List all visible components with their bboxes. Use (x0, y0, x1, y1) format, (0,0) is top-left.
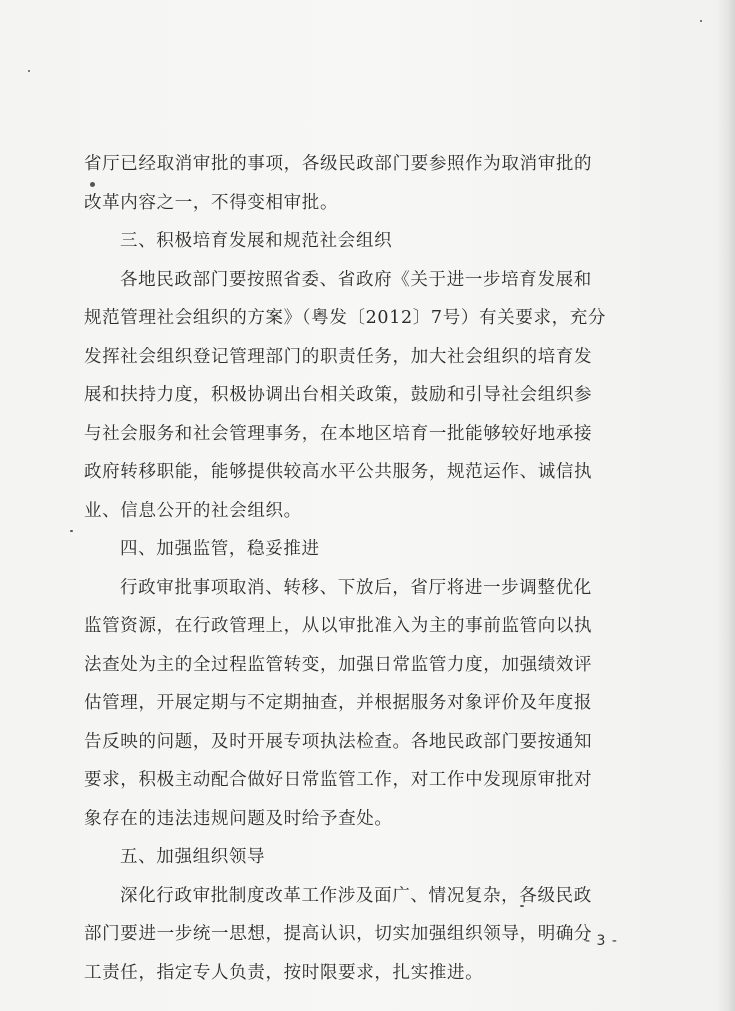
section-heading: 四、加强监管，稳妥推进 (120, 539, 320, 559)
body-text-line: 监管资源，在行政管理上，从以审批准入为主的事前监管向以执 (84, 616, 593, 636)
body-text-line: 行政审批事项取消、转移、下放后，省厅将进一步调整优化 (120, 577, 592, 598)
body-text-line: 业、信息公开的社会组织。 (84, 500, 302, 521)
body-text-line: 展和扶持力度，积极协调出台相关政策，鼓励和引导社会组织参 (84, 385, 593, 405)
body-text-line: 法查处为主的全过程监管转变，加强日常监管力度，加强绩效评 (84, 654, 593, 675)
body-text-line: 省厅已经取消审批的事项，各级民政部门要参照作为取消审批的 (84, 154, 593, 174)
body-text-line: 要求，积极主动配合做好日常监管工作，对工作中发现原审批对 (84, 770, 593, 790)
body-text-line: 估管理，开展定期与不定期抽查，并根据服务对象评价及年度报 (84, 693, 593, 713)
section-heading: 五、加强组织领导 (120, 847, 266, 867)
body-text-line: 象存在的违法违规问题及时给予查处。 (84, 808, 393, 829)
document-body (84, 145, 629, 992)
body-text-line: 发挥社会组织登记管理部门的职责任务，加大社会组织的培育发 (84, 346, 593, 367)
body-text-line: 改革内容之一，不得变相审批。 (84, 192, 339, 213)
body-text-line: 工责任，指定专人负责，按时限要求，扎实推进。 (84, 962, 484, 983)
scan-speck (700, 20, 702, 22)
body-text-line: 告反映的问题，及时开展专项执法检查。各地民政部门要按通知 (84, 731, 593, 752)
scan-speck (70, 530, 73, 532)
body-text-line: 政府转移职能，能够提供较高水平公共服务，规范运作、诚信执 (84, 462, 593, 482)
body-text-line: 与社会服务和社会管理事务，在本地区培育一批能够较好地承接 (84, 423, 593, 444)
body-text-line: 深化行政审批制度改革工作涉及面广、情况复杂，各级民政 (120, 885, 592, 906)
page-number: - 3 - (585, 933, 618, 949)
body-text-line: 规范管理社会组织的方案》（粤发〔2012〕7号）有关要求，充分 (84, 308, 607, 328)
body-text-line: 各地民政部门要按照省委、省政府《关于进一步培育发展和 (120, 269, 592, 290)
page-edge-shadow (717, 0, 735, 1011)
scan-speck (28, 70, 30, 72)
section-heading: 三、积极培育发展和规范社会组织 (120, 231, 393, 251)
body-text-line: 部门要进一步统一思想，提高认识，切实加强组织领导，明确分 (84, 924, 593, 944)
